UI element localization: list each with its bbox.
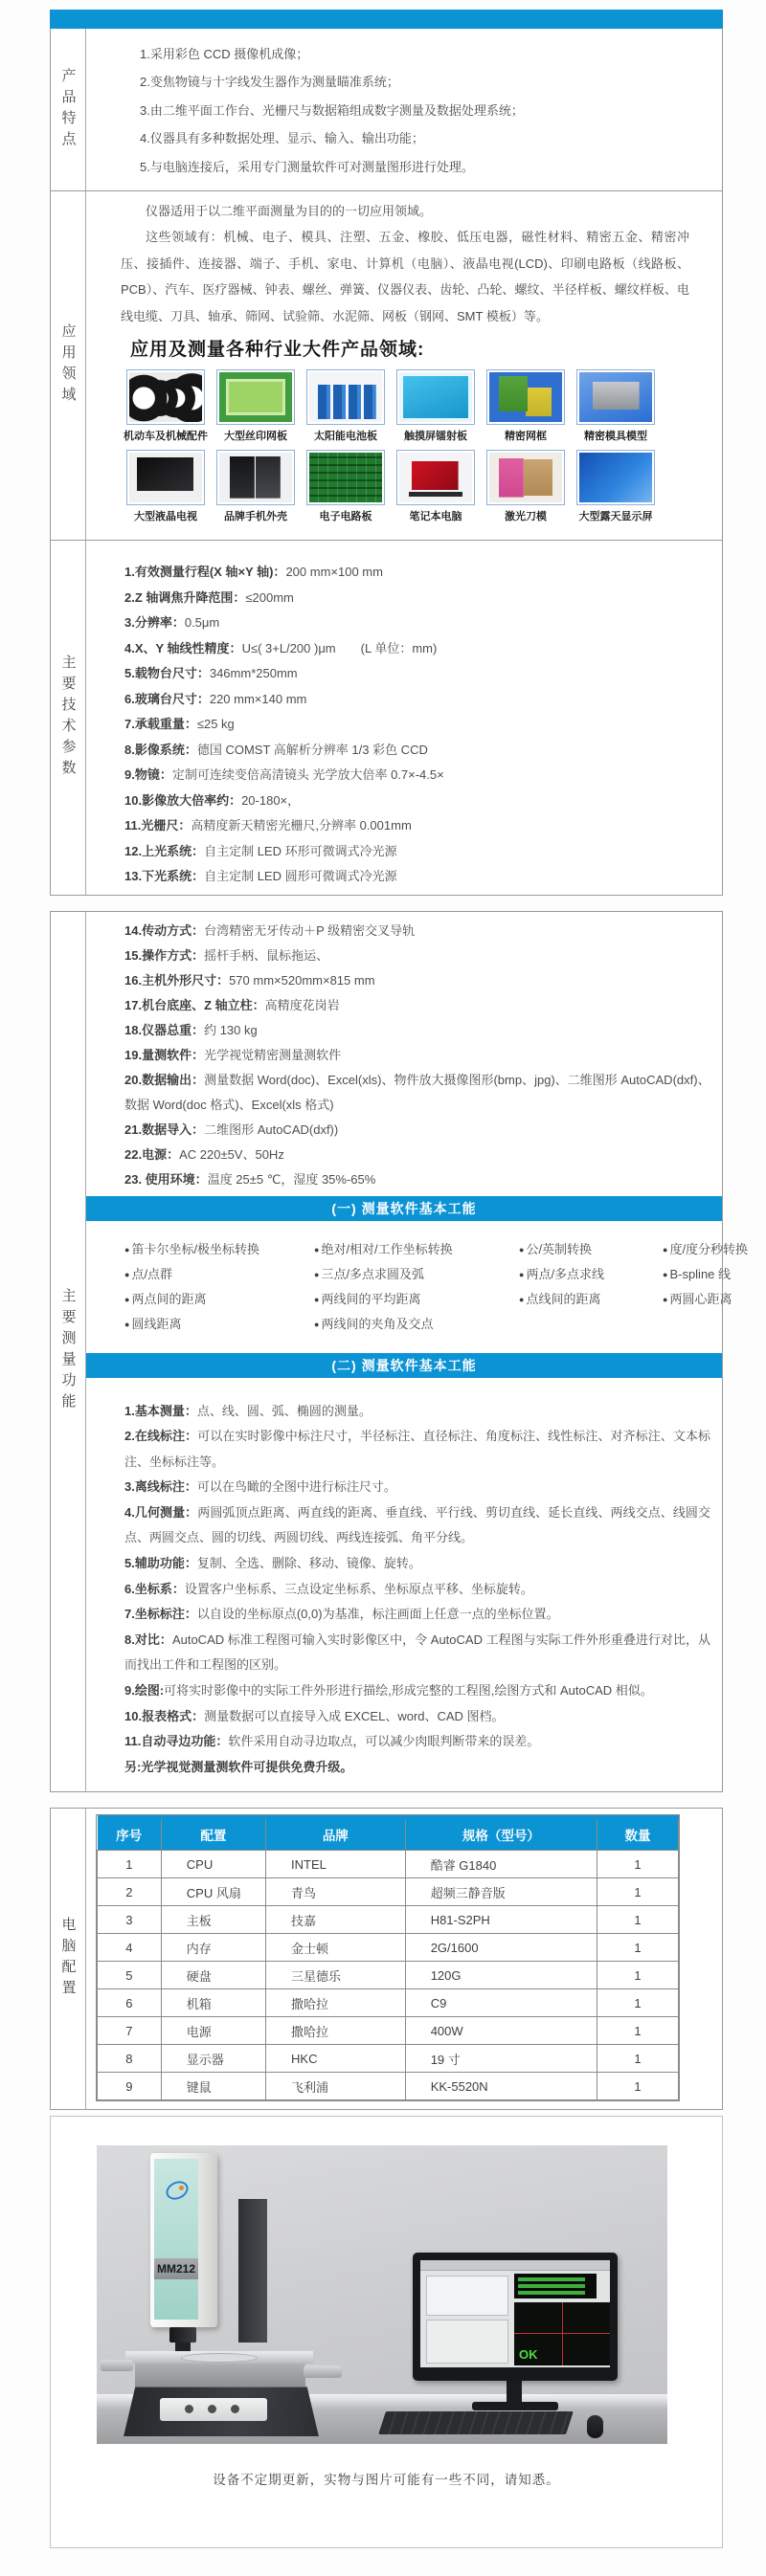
bullet-icon: ● <box>314 1294 320 1304</box>
bullet-icon: ● <box>519 1269 525 1279</box>
cell-component: CPU 风扇 <box>161 1878 265 1906</box>
table-header-cell: 规格（型号） <box>405 1817 597 1851</box>
cell-component: 机箱 <box>161 1989 265 2017</box>
tech-param-item: 11.光栅尺：高精度新天精密光栅尺,分辨率 0.001mm <box>124 818 412 833</box>
application-intro: 仪器适用于以二维平面测量为目的的一切应用领域。 <box>146 204 433 218</box>
gallery-thumbnail-image <box>397 451 474 504</box>
tech-param-item: 6.玻璃台尺寸：220 mm×140 mm <box>124 691 307 706</box>
gallery-thumbnail-image <box>487 451 564 504</box>
cell-spec: 400W <box>405 2017 597 2045</box>
gallery-thumbnail-label: 精密模具模型 <box>584 431 647 443</box>
bullet-icon: ● <box>124 1294 130 1304</box>
cell-brand: INTEL <box>266 1851 406 1878</box>
software-measure-item: 9.绘图:可将实时影像中的实际工件外形进行描绘,形成完整的工程图,绘图方式和 AutoCAD 相似。 <box>124 1683 653 1699</box>
gallery-thumbnail-image <box>217 451 294 504</box>
bullet-icon: ● <box>519 1294 525 1304</box>
tech-param-item: 21.数据导入：二维图形 AutoCAD(dxf)) <box>124 1121 339 1137</box>
gallery-item <box>211 370 301 443</box>
gallery-item <box>391 370 481 443</box>
software-function-item: ● 两圆心距离 <box>663 1291 732 1306</box>
table-header-cell: 配置 <box>161 1817 265 1851</box>
product-photo-section <box>50 2116 723 2548</box>
section-features <box>51 29 722 190</box>
camera-lens <box>169 2327 196 2343</box>
tech-param-list-1 <box>86 541 722 895</box>
software-measure-item: 5.辅助功能：复制、全选、删除、移动、镜像、旋转。 <box>124 1556 421 1571</box>
monitor-stand-neck <box>507 2381 522 2402</box>
tech-param-item: 4.X、Y 轴线性精度：U≤( 3+L/200 )μm (L 单位：mm) <box>124 640 438 655</box>
software-menubar <box>420 2260 610 2271</box>
table-header-row <box>98 1817 679 1851</box>
gallery-item <box>301 370 391 443</box>
software-measure-item: 1.基本测量：点、线、圆、弧、椭圆的测量。 <box>124 1403 372 1418</box>
machine-model-label: MM212 <box>154 2258 198 2279</box>
gallery-thumbnail-image <box>127 451 204 504</box>
software-upgrade-note: 另:光学视觉测量测软件可提供免费升级。 <box>124 1759 353 1774</box>
tech-param-item: 22.电源：AC 220±5V、50Hz <box>124 1146 284 1162</box>
bullet-icon: ● <box>663 1244 668 1255</box>
cell-spec: 19 寸 <box>405 2045 597 2073</box>
cell-component: 电源 <box>161 2017 265 2045</box>
gallery-item <box>571 451 661 523</box>
cell-brand: 飞利浦 <box>266 2073 406 2100</box>
section-measure-functions <box>51 912 749 1792</box>
tech-param-item: 23. 使用环境：温度 25±5 ℃，湿度 35%-65% <box>124 1171 376 1187</box>
cell-quantity: 1 <box>597 2073 678 2100</box>
cell-index: 7 <box>98 2017 162 2045</box>
cell-brand: 青鸟 <box>266 1878 406 1906</box>
tech-param-item: 3.分辨率：0.5μm <box>124 615 220 630</box>
cell-index: 5 <box>98 1962 162 1989</box>
software-measure-item: 4.几何测量：两圆弧顶点距离、两直线的距离、垂直线、平行线、剪切直线、延长直线、两线交点、线圆交点、两圆交点、圆的切线、两圆切线、两线连接弧、角平分线。 <box>124 1504 710 1545</box>
tech-param-item: 13.下光系统：自主定制 LED 圆形可微调式冷光源 <box>124 869 397 883</box>
gallery-thumbnail-label: 触摸屏镭射板 <box>404 431 467 443</box>
cell-quantity: 1 <box>597 1906 678 1934</box>
cell-index: 2 <box>98 1878 162 1906</box>
bullet-icon: ● <box>663 1294 668 1304</box>
gallery-thumbnail-label: 笔记本电脑 <box>409 511 462 523</box>
monitor-stand-base <box>472 2402 558 2410</box>
software-section-2-header: (二) 测量软件基本工能 <box>86 1353 722 1378</box>
cell-index: 9 <box>98 2073 162 2100</box>
bullet-icon: ● <box>663 1269 668 1279</box>
cell-brand: HKC <box>266 2045 406 2073</box>
sidebar-label-applications: 应用领域 <box>59 323 77 408</box>
tech-param-item: 12.上光系统：自主定制 LED 环形可微调式冷光源 <box>124 843 397 858</box>
ok-indicator: OK <box>519 2347 538 2363</box>
bullet-icon: ● <box>314 1244 320 1255</box>
table-row <box>98 1989 679 2017</box>
sidebar-label-tech-params: 主要技术参数 <box>59 654 77 781</box>
gallery-item <box>391 451 481 523</box>
computer-config-section <box>50 1808 723 2110</box>
cell-component: 显示器 <box>161 2045 265 2073</box>
software-function-item: ● 笛卡尔坐标/极坐标转换 <box>124 1241 260 1256</box>
application-gallery <box>121 338 665 523</box>
gallery-thumbnail-label: 大型露天显示屏 <box>578 511 653 523</box>
sidebar-cell-tech-params <box>51 541 86 895</box>
tech-param-item: 15.操作方式：摇杆手柄、鼠标拖运、 <box>124 947 329 963</box>
bullet-icon: ● <box>314 1269 320 1279</box>
gallery-thumbnail-image <box>307 370 384 424</box>
cell-brand: 撒哈拉 <box>266 2017 406 2045</box>
cell-spec: H81-S2PH <box>405 1906 597 1934</box>
software-measure-item: 3.离线标注：可以在鸟瞰的全图中进行标注尺寸。 <box>124 1479 396 1495</box>
product-photo <box>97 2145 667 2444</box>
table-row <box>98 1962 679 1989</box>
software-panel <box>426 2276 508 2316</box>
micrometer-handle-left <box>101 2360 133 2371</box>
cell-index: 8 <box>98 2045 162 2073</box>
cell-quantity: 1 <box>597 1934 678 1962</box>
cell-brand: 撒哈拉 <box>266 1989 406 2017</box>
spec-table-software <box>50 911 749 1793</box>
gallery-thumbnail-label: 大型丝印网板 <box>224 431 287 443</box>
sidebar-label-measure-functions: 主要测量功能 <box>59 1288 77 1415</box>
photo-disclaimer: 设备不定期更新，实物与图片可能有一些不同，请知悉。 <box>213 2473 560 2488</box>
gallery-item <box>301 451 391 523</box>
software-function-grid <box>86 1221 749 1353</box>
table-row <box>98 1878 679 1906</box>
software-measure-item: 7.坐标标注：以自设的坐标原点(0,0)为基准，标注画面上任意一点的坐标位置。 <box>124 1607 559 1622</box>
gallery-item <box>481 370 571 443</box>
cell-brand: 技嘉 <box>266 1906 406 1934</box>
cell-component: CPU <box>161 1851 265 1878</box>
bullet-icon: ● <box>314 1319 320 1329</box>
table-header-cell: 序号 <box>98 1817 162 1851</box>
feature-item: 1.采用彩色 CCD 摄像机成像； <box>140 47 309 61</box>
mouse <box>587 2415 603 2438</box>
cell-quantity: 1 <box>597 1962 678 1989</box>
tech-param-item: 18.仪器总重：约 130 kg <box>124 1022 258 1037</box>
cell-spec: 2G/1600 <box>405 1934 597 1962</box>
gallery-thumbnail-label: 电子电路板 <box>319 511 372 523</box>
table-header-cell: 品牌 <box>266 1817 406 1851</box>
gallery-item <box>211 451 301 523</box>
spec-table-main <box>50 29 723 896</box>
feature-list <box>86 29 722 190</box>
tech-param-item: 19.量测软件：光学视觉精密测量测软件 <box>124 1047 342 1062</box>
page <box>50 10 749 2548</box>
software-measure-item: 6.坐标系：设置客户坐标系、三点设定坐标系、坐标原点平移、坐标旋转。 <box>124 1581 533 1596</box>
gallery-thumbnail-label: 品牌手机外壳 <box>224 511 287 523</box>
cell-quantity: 1 <box>597 2045 678 2073</box>
cell-spec: C9 <box>405 1989 597 2017</box>
readout-line <box>518 2277 585 2281</box>
tech-param-item: 20.数据输出：测量数据 Word(doc)、Excel(xls)、物件放大摄像图形(bmp、jpg)、二维图形 AutoCAD(dxf)、数据 Word(doc 格式)、Excel(xls 格式) <box>124 1072 710 1112</box>
tech-param-item: 9.物镜：定制可连续变倍高清镜头 光学放大倍率 0.7×-4.5× <box>124 767 444 782</box>
sidebar-cell-applications <box>51 191 86 540</box>
tech-param-item: 5.载物台尺寸：346mm*250mm <box>124 666 298 680</box>
sidebar-label-features: 产品特点 <box>59 67 77 152</box>
computer-config-table-wrap <box>96 1814 680 2101</box>
gallery-title: 应用及测量各种行业大件产品领域: <box>130 340 425 361</box>
cell-index: 1 <box>98 1851 162 1878</box>
cell-spec: 酷睿 G1840 <box>405 1851 597 1878</box>
section-computer-config <box>51 1809 722 2109</box>
table-row <box>98 2073 679 2100</box>
gallery-item <box>121 370 211 443</box>
table-header-cell: 数量 <box>597 1817 678 1851</box>
keyboard <box>378 2411 574 2434</box>
bullet-icon: ● <box>124 1244 130 1255</box>
readout-line <box>518 2284 585 2288</box>
software-measure-item: 8.对比：AutoCAD 标准工程图可输入实时影像区中，令 AutoCAD 工程图与实际工件外形重叠进行对比，从而找出工件和工程图的区别。 <box>124 1632 710 1673</box>
section-applications <box>51 190 722 540</box>
top-blue-bar <box>50 10 723 29</box>
gallery-thumbnail-image <box>577 451 654 504</box>
cell-quantity: 1 <box>597 1851 678 1878</box>
software-measure-item: 2.在线标注：可以在实时影像中标注尺寸，半径标注、直径标注、角度标注、线性标注、对齐标注、文本标注、坐标标注等。 <box>124 1429 710 1469</box>
gallery-thumbnail-label: 机动车及机械配件 <box>124 431 208 443</box>
software-measure-item: 10.报表格式：测量数据可以直接导入成 EXCEL、word、CAD 图档。 <box>124 1708 505 1723</box>
feature-item: 4.仪器具有多种数据处理、显示、输入、输出功能； <box>140 131 424 146</box>
cell-spec: 120G <box>405 1962 597 1989</box>
cell-index: 3 <box>98 1906 162 1934</box>
cell-component: 键鼠 <box>161 2073 265 2100</box>
software-function-item: ● 两线间的平均距离 <box>314 1291 421 1306</box>
cell-brand: 三星德乐 <box>266 1962 406 1989</box>
cell-component: 硬盘 <box>161 1962 265 1989</box>
bullet-icon: ● <box>519 1244 525 1255</box>
tech-param-item: 1.有效测量行程(X 轴×Y 轴)：200 mm×100 mm <box>124 565 383 579</box>
software-function-item: ● 两点/多点求线 <box>519 1266 605 1281</box>
tech-param-item: 8.影像系统：德国 COMST 高解析分辨率 1/3 彩色 CCD <box>124 742 428 757</box>
gallery-item <box>121 451 211 523</box>
table-row <box>98 1934 679 1962</box>
gallery-thumbnail-label: 大型液晶电视 <box>134 511 197 523</box>
table-row <box>98 2045 679 2073</box>
tech-param-item: 17.机台底座、Z 轴立柱：高精度花岗岩 <box>124 997 340 1012</box>
cell-index: 4 <box>98 1934 162 1962</box>
software-function-item: ● 点/点群 <box>124 1266 173 1281</box>
tech-param-item: 16.主机外形尺寸：570 mm×520mm×815 mm <box>124 972 375 988</box>
application-fields: 这些领域有：机械、电子、模具、注塑、五金、橡胶、低压电器，磁性材料、精密五金、精密冲压、接插件、连接器、端子、手机、家电、计算机（电脑）、液晶电视(LCD)、印刷电路板（线路板、PCB）、汽车、医疗器械、钟表、螺丝、弹簧、仪器仪表、齿轮、凸轮、螺纹、半径样板、螺纹样板、电线电缆、刀具、轴承、筛网、试验筛、水泥筛、网板（钢网、SMT 模板）等。 <box>121 230 689 323</box>
gallery-row-1 <box>121 370 665 443</box>
tech-param-item: 14.传动方式：台湾精密无牙传动＋P 级精密交叉导轨 <box>124 922 416 938</box>
cell-spec: 超频三静音版 <box>405 1878 597 1906</box>
software-section-1-header: (一) 测量软件基本工能 <box>86 1196 722 1221</box>
software-function-item: ● 度/度分秒转换 <box>663 1241 749 1256</box>
gallery-thumbnail-image <box>397 370 474 424</box>
gallery-thumbnail-image <box>127 370 204 424</box>
cell-component: 内存 <box>161 1934 265 1962</box>
gallery-item <box>571 370 661 443</box>
application-paragraphs <box>86 191 722 329</box>
software-function-item: ● 两点间的距离 <box>124 1291 207 1306</box>
cell-brand: 金士顿 <box>266 1934 406 1962</box>
cell-quantity: 1 <box>597 1878 678 1906</box>
cell-component: 主板 <box>161 1906 265 1934</box>
feature-item: 5.与电脑连接后，采用专门测量软件可对测量图形进行处理。 <box>140 159 474 174</box>
software-function-item: ● 两线间的夹角及交点 <box>314 1316 434 1331</box>
table-row <box>98 1851 679 1878</box>
software-function-item: ● B-spline 线 <box>663 1266 732 1281</box>
table-row <box>98 2017 679 2045</box>
gallery-thumbnail-label: 激光刀模 <box>505 511 547 523</box>
readout-line <box>518 2291 585 2295</box>
sidebar-cell-computer-config <box>51 1809 86 2109</box>
gallery-thumbnail-image <box>577 370 654 424</box>
computer-config-table <box>97 1815 679 2100</box>
bullet-icon: ● <box>124 1269 130 1279</box>
software-measure-item: 11.自动寻边功能：软件采用自动寻边取点，可以减少肉眼判断带来的误差。 <box>124 1734 540 1749</box>
gallery-thumbnail-label: 精密网框 <box>505 431 547 443</box>
tech-param-item: 2.Z 轴调焦升降范围：≤200mm <box>124 589 294 605</box>
gallery-thumbnail-image <box>307 451 384 504</box>
sidebar-cell-measure-functions <box>51 912 86 1792</box>
micrometer-handle-right <box>304 2365 342 2378</box>
camera-lens-tip <box>175 2343 191 2351</box>
software-panel <box>426 2320 508 2364</box>
tech-param-list-2 <box>86 912 722 1196</box>
software-function-item: ● 三点/多点求圆及弧 <box>314 1266 425 1281</box>
gallery-item <box>481 451 571 523</box>
feature-item: 3.由二维平面工作台、光栅尺与数据箱组成数字测量及数据处理系统； <box>140 102 524 118</box>
feature-item: 2.变焦物镜与十字线发生器作为测量瞄准系统； <box>140 75 399 90</box>
section-tech-params <box>51 540 722 895</box>
cell-quantity: 1 <box>597 1989 678 2017</box>
stage-body <box>135 2364 305 2387</box>
tech-param-item: 7.承载重量：≤25 kg <box>124 717 235 731</box>
gallery-thumbnail-image <box>217 370 294 424</box>
sidebar-cell-features <box>51 29 86 190</box>
cell-spec: KK-5520N <box>405 2073 597 2100</box>
table-row <box>98 1906 679 1934</box>
gallery-thumbnail-image <box>487 370 564 424</box>
tech-param-item: 10.影像放大倍率约：20-180×， <box>124 792 301 808</box>
granite-z-column <box>238 2199 267 2343</box>
bullet-icon: ● <box>124 1319 130 1329</box>
cell-quantity: 1 <box>597 2017 678 2045</box>
software-function-item: ● 点线间的距离 <box>519 1291 601 1306</box>
gallery-thumbnail-label: 太阳能电池板 <box>314 431 377 443</box>
software-function-item: ● 绝对/相对/工作坐标转换 <box>314 1241 453 1256</box>
cell-index: 6 <box>98 1989 162 2017</box>
crosshair-vertical <box>562 2302 563 2365</box>
gallery-row-2 <box>121 451 665 523</box>
software-measure-list <box>86 1378 722 1792</box>
software-function-item: ● 圆线距离 <box>124 1316 182 1331</box>
software-function-item: ● 公/英制转换 <box>519 1241 593 1256</box>
sidebar-label-computer-config: 电脑配置 <box>59 1917 77 2002</box>
